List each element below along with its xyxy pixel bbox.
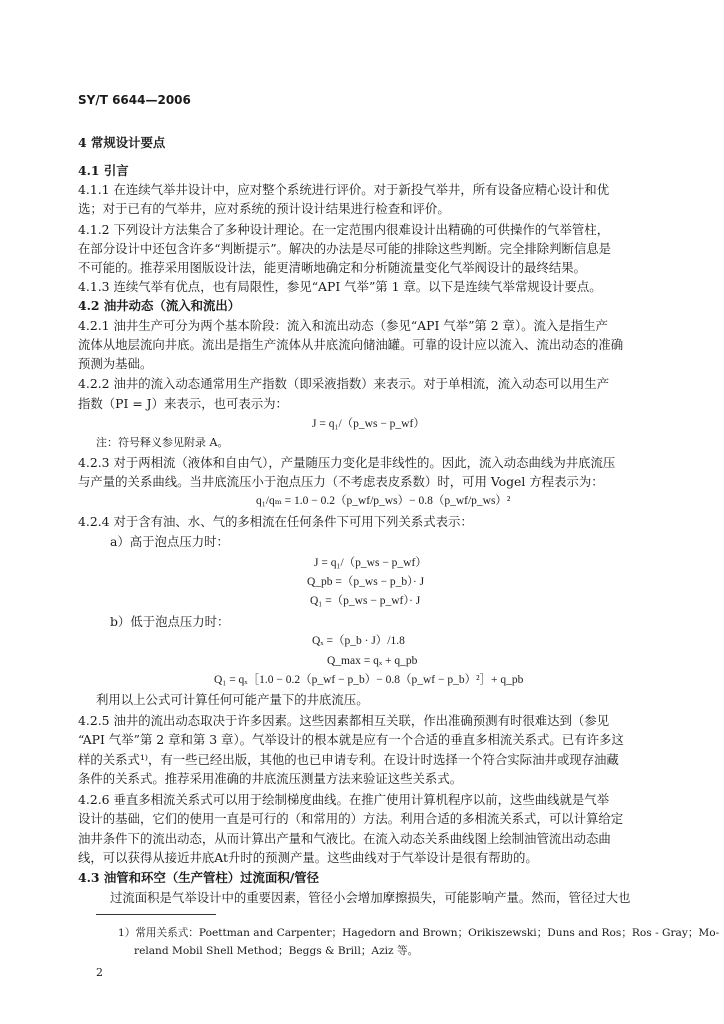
para-4-2-5-line2: “API 气举”第 2 章和第 3 章）。气举设计的根本就是应有一个合适的垂直多相流关系式。已有许多这 bbox=[78, 732, 624, 747]
item-a-above-bubble-point: a）高于泡点压力时： bbox=[110, 534, 229, 549]
equation-q1-below: Q₁ = qₓ［1.0 − 0.2（p_wf − p_b）− 0.8（p_wf − p_b）²］+ q_pb bbox=[214, 674, 524, 686]
para-4-1-2-line1: 4.1.2 下列设计方法集合了多种设计理论。在一定范围内很难设计出精确的可供操作的气举管柱， bbox=[78, 222, 610, 237]
para-4-2-4-conclusion: 利用以上公式可计算任何可能产量下的井底流压。 bbox=[96, 692, 369, 707]
para-4-2-1-line2: 流体从地层流向井底。流出是指生产流体从井底流向储油罐。可靠的设计应以流入、流出动态的准确 bbox=[78, 337, 624, 352]
equation-qc: Qₓ =（p_b · J）/1.8 bbox=[312, 635, 405, 647]
para-4-1-3: 4.1.3 连续气举有优点，也有局限性，参见“API 气举”第 1 章。以下是连续气举常规设计要点。 bbox=[78, 279, 602, 294]
para-4-2-1-line1: 4.2.1 油井生产可分为两个基本阶段：流入和流出动态（参见“API 气举”第 2 章）。流入是指生产 bbox=[78, 318, 608, 333]
para-4-2-3-line1: 4.2.3 对于两相流（液体和自由气），产量随压力变化是非线性的。因此，流入动态曲线为井底流压 bbox=[78, 455, 616, 470]
para-4-2-6-line3: 油井条件下的流出动态，从而计算出产量和气液比。在流入动态关系曲线图上绘制油管流出动态曲 bbox=[78, 831, 611, 846]
para-4-2-3-line2: 与产量的关系曲线。当井底流压小于泡点压力（不考虑表皮系数）时，可用 Vogel 方程表示为： bbox=[78, 474, 604, 489]
equation-q1-above: Q₁ =（p_ws − p_wf）· J bbox=[310, 595, 421, 607]
para-4-1-2-line3: 不可能的。推荐采用图版设计法，能更清晰地确定和分析随流量变化气举阀设计的最终结果。 bbox=[78, 260, 587, 275]
para-4-1-2-line2: 在部分设计中还包含许多“判断提示”。解决的办法是尽可能的排除这些判断。完全排除判断信息是 bbox=[78, 241, 612, 256]
item-b-below-bubble-point: b）低于泡点压力时： bbox=[110, 614, 230, 629]
para-4-1-1-line1: 4.1.1 在连续气举井设计中，应对整个系统进行评价。对于新投气举井，所有设备应精心设计和优 bbox=[78, 182, 610, 197]
para-4-2-2-line1: 4.2.2 油井的流入动态通常用生产指数（即采液指数）来表示。对于单相流，流入动态可以用生产 bbox=[78, 376, 610, 391]
para-4-2-6-line4: 线，可以获得从接近井底At升时的预测产量。这些曲线对于气举设计是很有帮助的。 bbox=[78, 850, 538, 865]
note-symbols: 注：符号释义参见附录 A。 bbox=[96, 436, 229, 449]
footnote-1-line1: 1）常用关系式：Poettman and Carpenter；Hagedorn and Brown；Orikiszewski；Duns and Ros；Ros - Gray；Mo- bbox=[118, 927, 720, 939]
footnote-divider bbox=[96, 914, 216, 915]
para-4-2-2-line2: 指数（PI = J）来表示，也可表示为： bbox=[78, 396, 288, 411]
section-4-title: 4 常规设计要点 bbox=[78, 135, 166, 150]
equation-qpb: Q_pb =（p_ws − p_b）· J bbox=[307, 576, 425, 588]
heading-4-2: 4.2 油井动态（流入和流出） bbox=[78, 298, 241, 313]
para-4-2-6-line1: 4.2.6 垂直多相流关系式可以用于绘制梯度曲线。在推广使用计算机程序以前，这些曲线就是气举 bbox=[78, 792, 610, 807]
para-4-2-5-line3: 样的关系式¹⁾，有一些已经出版，其他的也已申请专利。在设计时选择一个符合实际油井或现存油藏 bbox=[78, 752, 619, 767]
equation-j: J = q₁/（p_ws − p_wf） bbox=[314, 557, 427, 569]
heading-4-3: 4.3 油管和环空（生产管柱）过流面积/管径 bbox=[78, 870, 320, 885]
equation-vogel: q₁/qₘ = 1.0 − 0.2（p_wf/p_ws）− 0.8（p_wf/p_ws）² bbox=[256, 495, 511, 507]
equation-qmax: Q_max = qₓ + q_pb bbox=[327, 655, 418, 667]
para-4-1-1-line2: 选；对于已有的气举井，应对系统的预计设计结果进行检查和评价。 bbox=[78, 201, 450, 216]
footnote-1-line2: reland Mobil Shell Method；Beggs & Brill；Aziz 等。 bbox=[134, 945, 419, 957]
para-4-3-line1: 过流面积是气举设计中的重要因素，管径小会增加摩擦损失，可能影响产量。然而，管径过大也 bbox=[110, 890, 631, 905]
page-number: 2 bbox=[96, 966, 103, 979]
para-4-2-5-line4: 条件的关系式。推荐采用准确的井底流压测量方法来验证这些关系式。 bbox=[78, 771, 463, 786]
para-4-2-1-line3: 预测为基础。 bbox=[78, 356, 153, 371]
heading-4-1: 4.1 引言 bbox=[78, 163, 129, 178]
para-4-2-5-line1: 4.2.5 油井的流出动态取决于许多因素。这些因素都相互关联，作出准确预测有时很难达到（参见 bbox=[78, 713, 610, 728]
equation-pi: J = q₁/（p_ws − p_wf） bbox=[312, 418, 425, 430]
standard-code-header: SY/T 6644—2006 bbox=[78, 93, 191, 107]
para-4-2-4: 4.2.4 对于含有油、水、气的多相流在任何条件下可用下列关系式表示： bbox=[78, 514, 473, 529]
para-4-2-6-line2: 设计的基础，它们的使用一直是可行的（和常用的）方法。利用合适的多相流关系式，可以计算给定 bbox=[78, 811, 624, 826]
